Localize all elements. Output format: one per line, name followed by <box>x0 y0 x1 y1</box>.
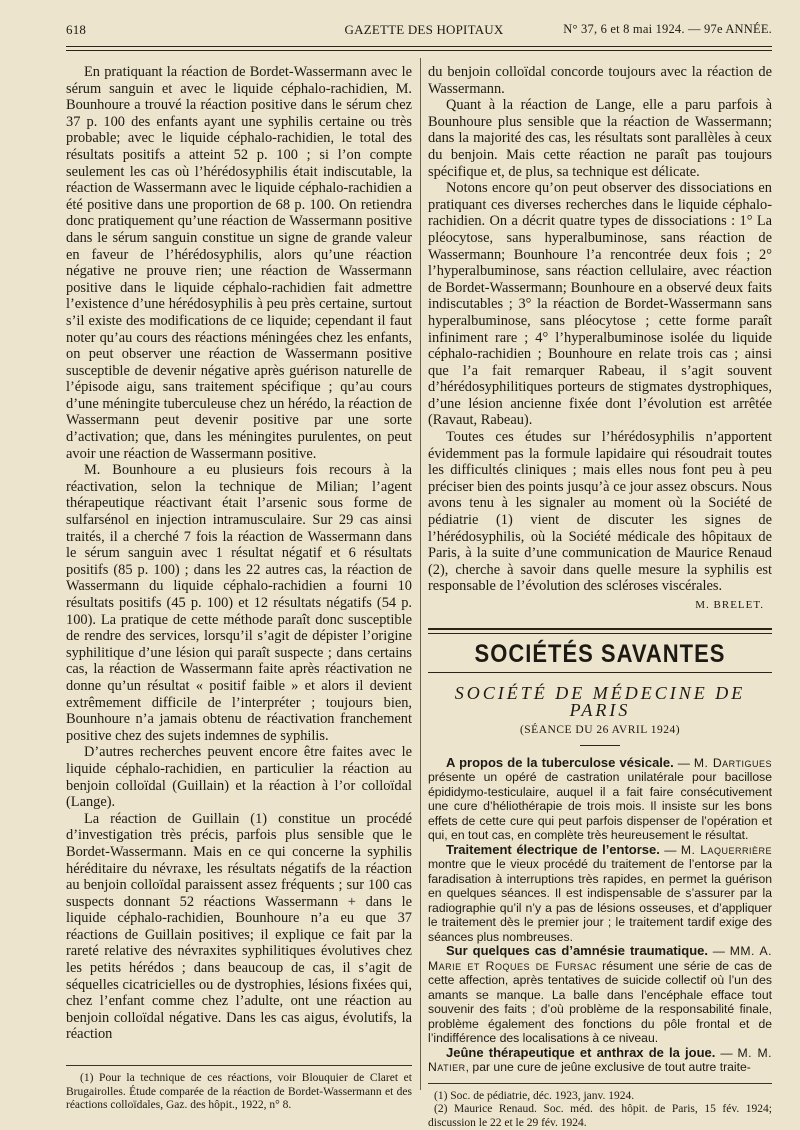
footnotes <box>66 1072 412 1113</box>
running-head <box>66 22 772 42</box>
header-rule-secondary <box>66 50 772 51</box>
right-column <box>428 64 772 1130</box>
paragraph: En pratiquant la réaction de Bordet-Wassermann avec le sérum sanguin et avec le liquide céphalo-rachidien, M. Bounhoure a trouvé la réaction positive dans le sérum chez 37 p. 100 des enfants ayant une syphilis certaine ou très probable; avec le liquide céphalo-rachidien, le total des résultats positifs a atteint 52 p. 100 ; si l’on compte seulement les cas où l’hérédosyphilis était indiscutable, la réaction de Wassermann avec le liquide céphalo-rachidien a été positive dans une proportion de 68 p. 100. On retiendra donc pratiquement qu’une réaction de Wassermann positive dans le sérum sanguin constitue un signe de grande valeur en faveur de l’hérédosyphilis, alors qu’une réaction négative ne prouve rien; une réaction de Wassermann positive dans le liquide céphalo-rachidien fait admettre l’existence d’une hérédosyphilis à peu près certaine, surtout s’il existe des modifications de ce liquide; cependant il faut noter qu’au cours des réactions méningées chez les enfants, on peut observer une réaction de Wassermann positive susceptible de devenir négative après guérison naturelle de l’épisode aigu, sans traitement spécifique ; qu’au cours d’une méningite tuberculeuse chez un hérédo, la réaction de Wassermann peut devenir positive par une sorte d’activation; que, dans les méningites purulentes, on peut avoir une réaction de Wassermann positive. <box>66 64 412 462</box>
issue-info: N° 37, 6 et 8 mai 1924. — 97e ANNÉE. <box>563 22 772 36</box>
section-rule-secondary <box>428 633 772 634</box>
report-title: Traitement électrique de l’entorse. <box>446 841 660 857</box>
report-author: M. Laquerrière <box>680 842 772 857</box>
paragraph: du benjoin colloïdal concorde toujours avec la réaction de Wassermann. <box>428 64 772 97</box>
footnote-rule <box>66 1065 412 1066</box>
report-text: , par une cure de jeûne exclusive de tout autre traite- <box>465 1060 751 1075</box>
report-item: Jeûne thérapeutique et anthrax de la joue. — M. M. Natier, par une cure de jeûne exclusive de tout autre traite- <box>428 1044 772 1075</box>
report-text: résument une série de cas de cette affection, après tentatives de suicide collectif où l’un des amants se manque. La balle dans l’encéphale efface tout souvenir des faits ; d’où problème de la responsabilité finale, problème également des fonctions du pôle frontal et de l’indifférence des localisations à ce niveau. <box>428 958 773 1046</box>
section-title: SOCIÉTÉS SAVANTES <box>474 638 726 668</box>
report-text: montre que le vieux procédé du traitement de l’entorse par la faradisation à interruptions très rapides, en permet la guérison en quelques séances. Il est indispensable de s’assurer par la radiographie qu’il n’y a pas de lésions osseuses, et d’appliquer le traitement dès le premier jour ; le traitement tardif exige des séances plus nombreuses. <box>428 857 772 944</box>
report-title: A propos de la tuberculose vésicale. <box>446 754 674 770</box>
paragraph: D’autres recherches peuvent encore être faites avec le liquide céphalo-rachidien, en particulier la réaction au benjoin colloïdal (Guillain) et la réaction à l’or colloïdal (Lange). <box>66 744 412 811</box>
section-rule <box>428 628 772 630</box>
paragraph: M. Bounhoure a eu plusieurs fois recours à la réactivation, selon la technique de Milian; l’agent thérapeutique réactivant était l’arsenic sous forme de sulfarsénol en injection intramusculaire. Sur 29 cas ainsi traités, il a cherché 7 fois la réaction de Wassermann dans le sérum sanguin avec 1 résultat négatif et 6 résultats positifs (85 p. 100) ; dans les 22 autres cas, la réaction de Wassermann du liquide céphalo-rachidien a fourni 10 résultats positifs (45 p. 100) et 12 résultats négatifs (54 p. 100). La pratique de cette méthode paraît donc susceptible de rendre des services, lorsqu’il s’agit de dépister l’origine syphilitique d’une lésion qui paraît suspecte ; dans certains cas, la réaction de Wassermann faite après réactivation ne donne qu’un résultat « positif faible » et alors il devient extrêmement difficile de l’interpréter ; toujours bien, Bounhoure n’a jamais obtenu de réactivation franchement positive chez des sujets indemnes de syphilis. <box>66 462 412 744</box>
report-text: présente un opéré de castration unilatérale pour bacillose épididymo-testiculaire, auquel il a fait faire consécutivement une cure d’héliothérapie de trois mois. Il insiste sur les bons effets de cette cure qui peut parfois dispenser de l’opération et qui, en tout cas, en complète très heureusement le résultat. <box>428 770 772 843</box>
header-rule <box>66 46 772 47</box>
journal-title: GAZETTE DES HOPITAUX <box>344 22 504 37</box>
session-date: (SÉANCE DU 26 AVRIL 1924) <box>519 724 681 737</box>
report-title: Jeûne thérapeutique et anthrax de la joue. <box>446 1044 716 1060</box>
author-signature: M. BRELET. <box>695 599 764 611</box>
paragraph: Quant à la réaction de Lange, elle a paru parfois à Bounhoure plus sensible que la réaction de Wassermann; dans la majorité des cas, les résultats sont parallèles à ceux du benjoin. Mais cette réaction ne paraît pas toujours spécifique et, de plus, sa technique est délicate. <box>428 97 772 180</box>
section-title-rule <box>428 672 772 673</box>
report-author: MM. A. Marie et Roques de Fursac <box>428 944 772 973</box>
footnote: (1) Soc. de pédiatrie, déc. 1923, janv. 1924. <box>434 1089 635 1102</box>
left-column <box>66 64 412 1113</box>
report-author: M. M. Natier <box>428 1045 772 1075</box>
report-author: M. Dartigues <box>693 755 772 770</box>
report-title: Sur quelques cas d’amnésie traumatique. <box>446 943 708 959</box>
report-item: Traitement électrique de l’entorse. — M. Laquerrière montre que le vieux procédé du traitement de l’entorse par la faradisation à interruptions très rapides, en permet la guérison en quelques séances. Il est indispensable de s’assurer par la radiographie qu’il n’y a pas de lésions osseuses, et d’appliquer le traitement dès le premier jour ; le traitement tardif exige des séances plus nombreuses. <box>428 841 772 944</box>
page-number: 618 <box>66 22 87 37</box>
paragraph: Notons encore qu’on peut observer des dissociations en pratiquant ces diverses recherches dans le liquide céphalo-rachidien. On a décrit quatre types de dissociations : 1° La pléocytose, sans hyperalbuminose, sans réaction de Wassermann; Bounhoure l’a rencontrée deux fois ; 2° l’hyperalbuminose, sans réaction cellulaire, avec réaction de Bordet-Wassermann; Bounhoure en a observé deux faits indiscutables ; 3° la réaction de Bordet-Wassermann sans hyperalbuminose, sans pléocytose ; cette forme paraît infiniment rare ; 4° l’hyperalbuminose isolée du liquide céphalo-rachidien ; Bounhoure en relate trois cas ; ainsi que l’a fait remarquer Rabeau, il s’agit souvent d’hérédosyphilitiques porteurs de stigmates dystrophiques, d’une lésion ancienne fixée dont l’évolution est arrêtée (Ravaut, Rabeau). <box>428 180 772 429</box>
column-divider <box>420 58 421 1090</box>
paragraph: Toutes ces études sur l’hérédosyphilis n’apportent évidemment pas la formule lapidaire qui résoudrait toutes les difficultés cliniques ; mais elles nous font peu à peu préciser bien des points jusqu’à ce jour assez obscurs. Nous avons tenu à les signaler au moment où la Société de pédiatrie (1) vient de discuter les signes de l’hérédosyphilis, où la Société médicale des hôpitaux de Paris, à la suite d’une communication de Maurice Renaud (2), cherche à savoir dans quelle mesure la syphilis est responsable de l’évolution des scléroses viscérales. <box>428 429 772 595</box>
footnote-rule <box>428 1083 772 1084</box>
short-rule <box>580 745 620 746</box>
report-item: A propos de la tuberculose vésicale. — M. Dartigues présente un opéré de castration unilatérale pour bacillose épididymo-testiculaire, auquel il a fait faire consécutivement une cure d’héliothérapie de trois mois. Il insiste sur les bons effets de cette cure qui peut parfois dispenser de l’opération et qui, en tout cas, en complète très heureusement le résultat. <box>428 754 772 843</box>
footnote: (2) Maurice Renaud. Soc. méd. des hôpit. de Paris, 15 fév. 1924; discussion le 22 et le 29 fév. 1924. <box>428 1103 772 1129</box>
paragraph: La réaction de Guillain (1) constitue un procédé d’investigation très précis, parfois plus sensible que le Bordet-Wassermann. Mais en ce qui concerne la syphilis héréditaire du névraxe, les résultats négatifs de la réaction au benjoin colloïdal paraissent assez fréquents ; sur 100 cas suspects donnant 52 réactions Wassermann + dans le liquide céphalo-rachidien, Bounhoure n’a eu que 37 réactions de Guillain positives; il explique ce fait par la rareté relative des névraxites syphilitiques évolutives chez les petits hérédos ; dans beaucoup de cas, il s’agit de séquelles cicatricielles ou de dystrophies, lésions fixées qui, chez l’enfant comme chez l’adulte, ont une réaction au benjoin colloïdal négative. Dans les cas aigus, évolutifs, la réaction <box>66 810 412 1043</box>
footnotes <box>428 1090 772 1130</box>
society-title: SOCIÉTÉ DE MÉDECINE DE PARIS <box>454 683 746 720</box>
report-item: Sur quelques cas d’amnésie traumatique. — MM. A. Marie et Roques de Fursac résument une série de cas de cette affection, après tentatives de suicide collectif où l’un des amants se manque. La balle dans l’encéphale efface tout souvenir des faits ; d’où problème de la responsabilité finale, problème également des fonctions du pôle frontal et de l’indifférence des localisations à ce niveau. <box>428 943 773 1046</box>
footnote: (1) Pour la technique de ces réactions, voir Blouquier de Claret et Brugairolles. Étude comparée de la réaction de Bordet-Wassermann et des réactions colloïdales, Gaz. des hôpit., 1922, n° 8. <box>66 1072 412 1112</box>
